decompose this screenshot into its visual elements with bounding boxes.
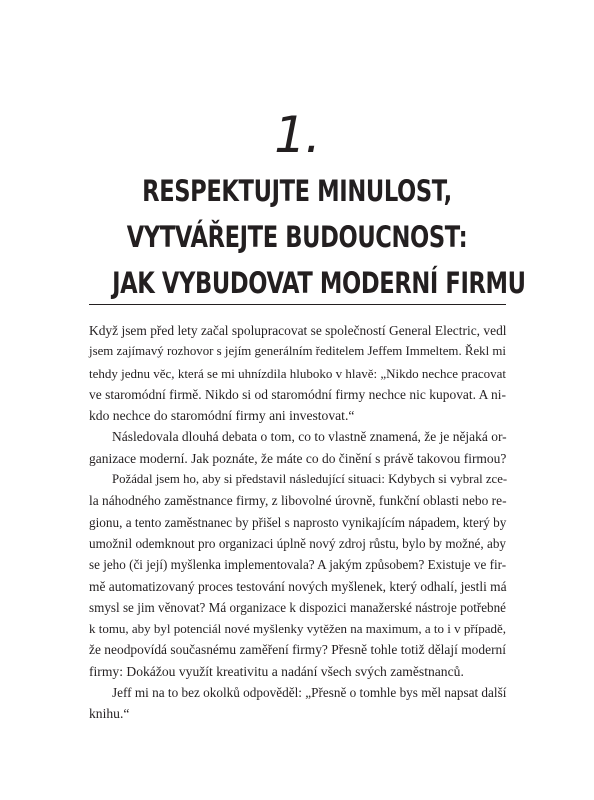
chapter-title xyxy=(112,168,526,306)
chapter-title-line: JAK VYBUDOVAT MODERNÍ FIRMU xyxy=(112,266,526,300)
text-line: Když jsem před lety začal spolupracovat se společností General Electric, vedl xyxy=(89,323,507,338)
body-text xyxy=(89,320,506,725)
text-line: že neodpovídá současnému zaměření firmy? Přesně tohle totiž dělají moderní xyxy=(89,642,506,658)
chapter-title-line: VYTVÁŘEJTE BUDOUCNOST: xyxy=(126,220,468,254)
text-line: k tomu, aby byl potenciál nové myšlenky vytěžen na maximum, a to i v případě, xyxy=(89,621,506,637)
text-line: ve staromódní firmě. Nikdo si od staromódní firmy nechce nic kupovat. A ni- xyxy=(89,386,506,402)
text-line: jsem zajímavý rozhovor s jejím generálním ředitelem Jeffem Immeltem. Řekl mi xyxy=(89,344,507,359)
text-line: la náhodného zaměstnance firmy, z libovolné úrovně, funkční oblasti nebo re- xyxy=(89,493,507,509)
text-line: se jeho (či její) myšlenka implementovala? A jakým způsobem? Existuje ve fir- xyxy=(89,557,507,573)
chapter-title-line: RESPEKTUJTE MINULOST, xyxy=(142,174,452,208)
text-line: kdo nechce do staromódní firmy ani investovat.“ xyxy=(89,408,355,424)
text-line: ganizace moderní. Jak poznáte, že máte co do činění s právě takovou firmou? xyxy=(89,450,507,466)
text-line: mě automatizovaný proces testování nových myšlenek, který odhalí, jestli má xyxy=(89,578,507,594)
chapter-number: 1. xyxy=(274,106,320,164)
text-line: Požádal jsem ho, aby si představil následující situaci: Kdybych si vybral zce- xyxy=(112,472,508,487)
text-line: umožnil odemknout pro organizaci úplně nový zdroj růstu, bylo by možné, aby xyxy=(89,535,506,551)
text-line: Jeff mi na to bez okolků odpověděl: „Přesně o tomhle bys měl napsat další xyxy=(112,685,507,701)
title-divider xyxy=(89,304,506,305)
text-line: gionu, a tento zaměstnanec by přišel s naprosto vynikajícím nápadem, který by xyxy=(89,514,507,530)
text-line: Následovala dlouhá debata o tom, co to vlastně znamená, že je nějaká or- xyxy=(112,429,507,445)
text-line: knihu.“ xyxy=(89,706,130,722)
text-line: tehdy jednu věc, která se mi uhnízdila hluboko v hlavě: „Nikdo nechce pracovat xyxy=(89,365,506,381)
text-line: firmy: Dokážou využít kreativitu a nadání všech svých zaměstnanců. xyxy=(89,663,464,679)
text-line: smysl se jim věnovat? Má organizace k dispozici manažerské nástroje potřebné xyxy=(89,599,506,615)
